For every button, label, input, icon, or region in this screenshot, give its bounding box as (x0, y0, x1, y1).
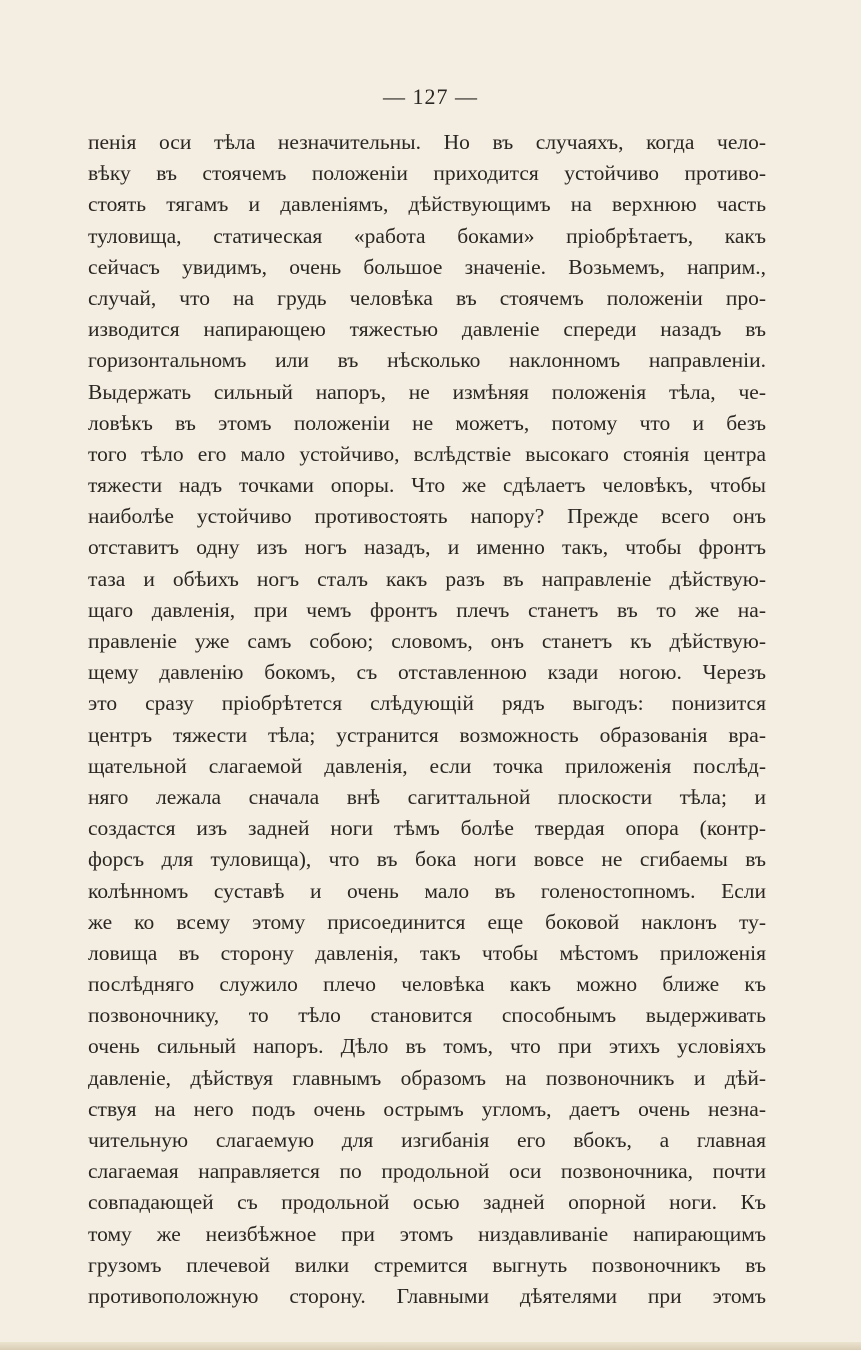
text-line: щательной слагаемой давленія, если точка приложенія послѣд- (88, 753, 766, 778)
body-text (88, 127, 766, 1312)
text-line: изводится напирающею тяжестью давленіе спереди назадъ въ (88, 317, 766, 342)
text-line: наиболѣе устойчиво противостоять напору? Прежде всего онъ (88, 504, 766, 529)
text-line: туловища, статическая «работа боками» пріобрѣтаетъ, какъ (88, 223, 766, 248)
text-line: очень сильный напоръ. Дѣло въ томъ, что при этихъ условіяхъ (88, 1034, 766, 1059)
text-line: тому же неизбѣжное при этомъ низдавливаніе напирающимъ (88, 1221, 766, 1246)
text-line: Выдержать сильный напоръ, не измѣняя положенія тѣла, че- (88, 379, 766, 404)
text-line: грузомъ плечевой вилки стремится выгнуть позвоночникъ въ (88, 1252, 766, 1277)
text-line: случай, что на грудь человѣка въ стоячемъ положеніи про- (88, 285, 766, 310)
text-line: стоять тягамъ и давленіямъ, дѣйствующимъ на верхнюю часть (88, 192, 766, 217)
text-line: совпадающей съ продольной осью задней опорной ноги. Къ (88, 1190, 766, 1215)
text-line: таза и обѣихъ ногъ сталъ какъ разъ въ направленіе дѣйствую- (88, 566, 766, 591)
text-line: давленіе, дѣйствуя главнымъ образомъ на позвоночникъ и дѣй- (88, 1065, 766, 1090)
text-line: слагаемая направляется по продольной оси позвоночника, почти (88, 1159, 766, 1184)
text-line: пенія оси тѣла незначительны. Но въ случаяхъ, когда чело- (88, 130, 766, 154)
text-line: ловища въ сторону давленія, такъ чтобы мѣстомъ приложенія (88, 940, 766, 965)
text-line: горизонтальномъ или въ нѣсколько наклонномъ направленіи. (88, 348, 766, 373)
text-line: же ко всему этому присоединится еще боковой наклонъ ту- (88, 909, 766, 934)
text-line: позвоночнику, то тѣло становится способнымъ выдерживать (88, 1003, 766, 1028)
text-line: колѣнномъ суставѣ и очень мало въ голеностопномъ. Если (88, 878, 766, 903)
text-line: создастся изъ задней ноги тѣмъ болѣе твердая опора (контр- (88, 816, 766, 841)
text-line: няго лежала сначала внѣ сагиттальной плоскости тѣла; и (88, 784, 766, 809)
text-line: правленіе уже самъ собою; словомъ, онъ станетъ къ дѣйствую- (88, 629, 766, 653)
text-line: послѣдняго служило плечо человѣка какъ можно ближе къ (88, 972, 766, 997)
page-bottom-edge (0, 1342, 861, 1350)
text-line: вѣку въ стоячемъ положеніи приходится устойчиво противо- (88, 161, 766, 186)
text-line: того тѣло его мало устойчиво, вслѣдствіе высокаго стоянія центра (88, 441, 766, 466)
text-line: щаго давленія, при чемъ фронтъ плечъ станетъ въ то же на- (88, 597, 766, 622)
text-line: тяжести надъ точками опоры. Что же сдѣлаетъ человѣкъ, чтобы (88, 473, 766, 498)
text-line: сейчасъ увидимъ, очень большое значеніе. Возьмемъ, наприм., (88, 254, 766, 279)
text-line: щему давленію бокомъ, съ отставленною кзади ногою. Черезъ (88, 660, 766, 685)
text-line: форсъ для туловища), что въ бока ноги вовсе не сгибаемы въ (88, 847, 766, 872)
text-line: отставитъ одну изъ ногъ назадъ, и именно такъ, чтобы фронтъ (88, 535, 766, 560)
text-line: центръ тяжести тѣла; устранится возможность образованія вра- (88, 722, 766, 747)
text-line: противоположную сторону. Главными дѣятелями при этомъ (88, 1283, 766, 1308)
text-line: ловѣкъ въ этомъ положеніи не можетъ, потому что и безъ (88, 410, 766, 435)
text-line: чительную слагаемую для изгибанія его вбокъ, а главная (88, 1128, 766, 1152)
text-line: ствуя на него подъ очень острымъ угломъ, даетъ очень незна- (88, 1096, 766, 1121)
page-number: — 127 — (383, 84, 478, 109)
text-line: это сразу пріобрѣтется слѣдующій рядъ выгодъ: понизится (88, 691, 766, 716)
